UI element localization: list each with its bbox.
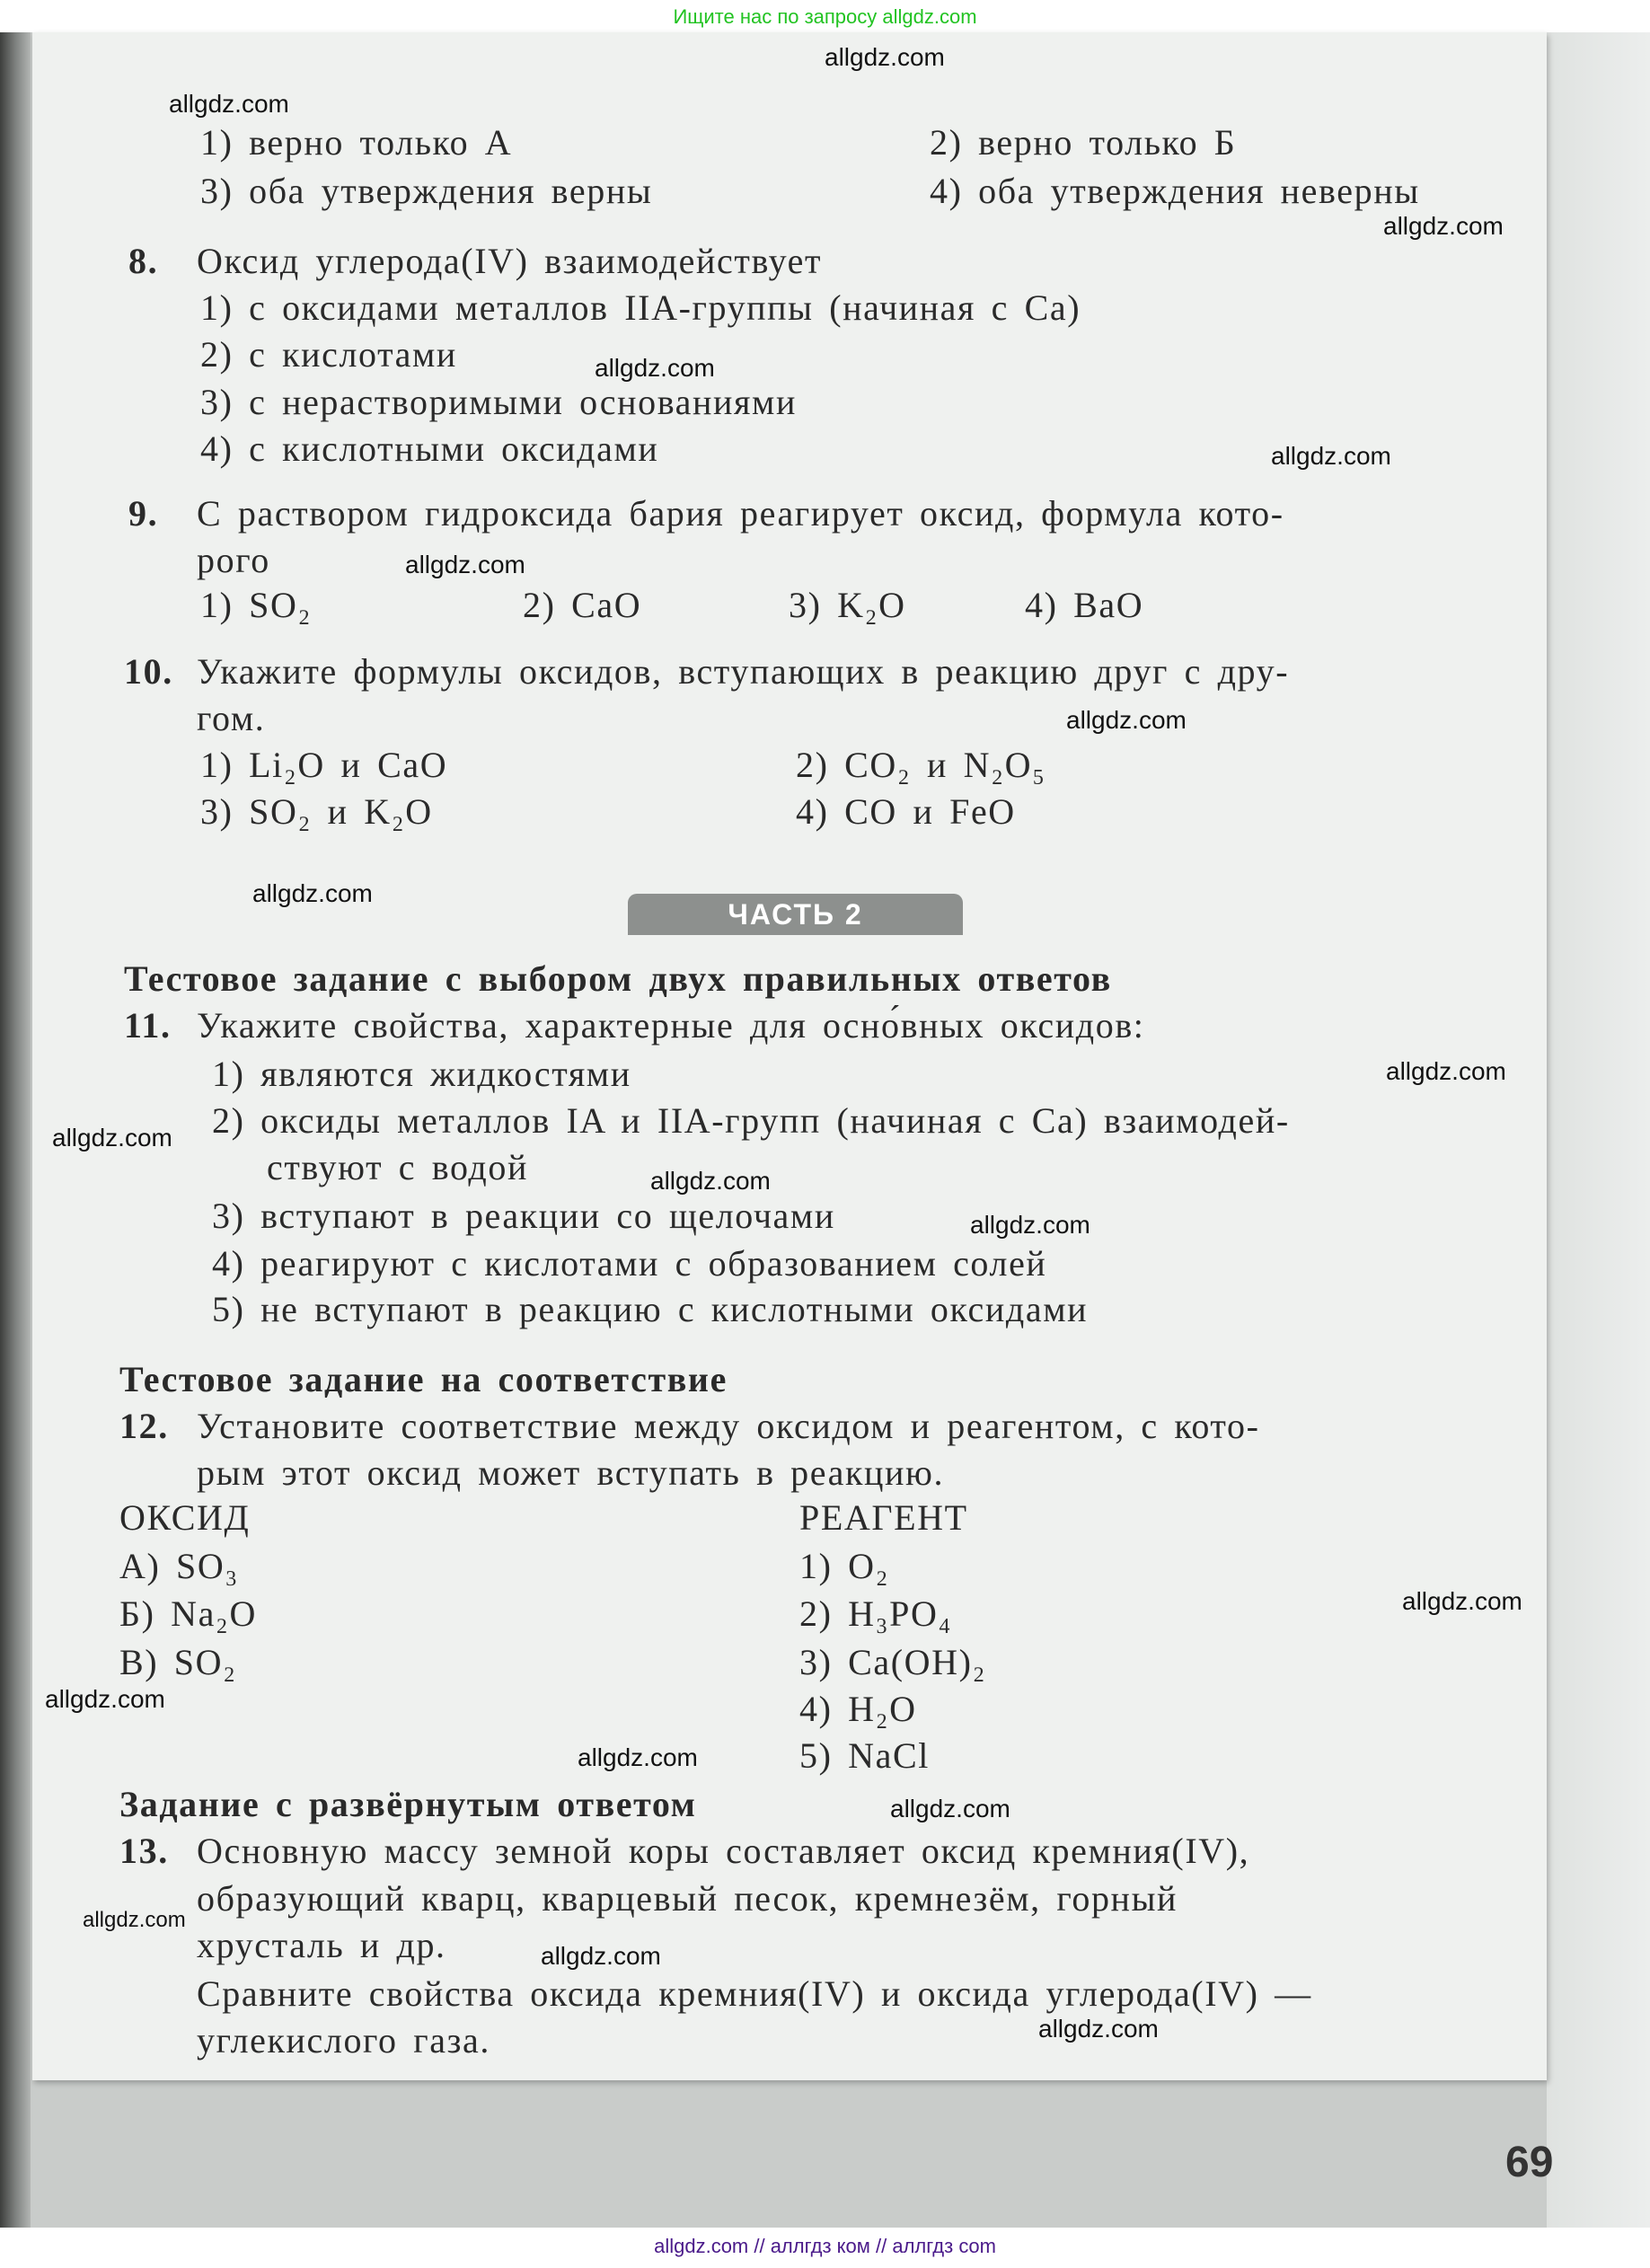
section-heading-matching: Тестовое задание на соответствие: [119, 1359, 728, 1399]
watermark: allgdz.com: [825, 43, 945, 71]
q13-line-5: углекислого газа.: [197, 2020, 490, 2061]
q11-text: Укажите свойства, характерные для осно́вных оксидов:: [197, 1005, 1145, 1046]
reagent-column-header: РЕАГЕНТ: [799, 1497, 968, 1538]
watermark: allgdz.com: [252, 879, 373, 907]
q10-option-4: 4) CO и FeO: [796, 791, 1016, 832]
top-banner: [0, 0, 1650, 32]
watermark: allgdz.com: [1402, 1587, 1522, 1615]
q12-number: 12.: [119, 1406, 169, 1446]
q7-option-1: 1) верно только А: [200, 122, 513, 163]
oxide-b: Б) Na₂O: [119, 1593, 257, 1634]
q11-option-4: 4) реагируют с кислотами с образованием солей: [212, 1243, 1047, 1284]
watermark: allgdz.com: [970, 1211, 1090, 1239]
watermark: allgdz.com: [595, 354, 715, 382]
q10-number: 10.: [124, 651, 173, 692]
watermark: allgdz.com: [52, 1124, 172, 1152]
reagent-5: 5) NaCl: [799, 1735, 930, 1776]
q13-line-1: Основную массу земной коры составляет оксид кремния(IV),: [197, 1831, 1250, 1871]
q8-option-3: 3) с нерастворимыми основаниями: [200, 382, 797, 422]
q11-option-2: 2) оксиды металлов IA и IIA-групп (начиная с Са) взаимодей-: [212, 1100, 1290, 1141]
reagent-4: 4) H₂O: [799, 1689, 917, 1729]
q13-line-2: образующий кварц, кварцевый песок, кремнезём, горный: [197, 1878, 1178, 1919]
q11-number: 11.: [124, 1005, 172, 1046]
oxide-v: В) SO₂: [119, 1642, 237, 1682]
watermark: allgdz.com: [405, 551, 525, 578]
q12-text-line2: рым этот оксид может вступать в реакцию.: [197, 1452, 945, 1493]
oxide-column-header: ОКСИД: [119, 1497, 251, 1538]
q12-text-line1: Установите соответствие между оксидом и реагентом, с кото-: [197, 1406, 1260, 1446]
page-number: 69: [1505, 2139, 1554, 2186]
q8-text: Оксид углерода(IV) взаимодействует: [197, 241, 823, 281]
bottom-banner-text: allgdz.com // аллгдз ком // аллгдз com: [654, 2235, 996, 2257]
watermark: allgdz.com: [890, 1795, 1010, 1822]
q9-text-line1: С раствором гидроксида бария реагирует оксид, формула кото-: [197, 493, 1284, 534]
q11-option-3: 3) вступают в реакции со щелочами: [212, 1196, 835, 1236]
part-2-badge: ЧАСТЬ 2: [628, 894, 963, 935]
bottom-banner: [0, 2228, 1650, 2268]
q10-option-2: 2) CO₂ и N₂O₅: [796, 745, 1046, 785]
q11-option-2-cont: ствуют с водой: [267, 1147, 528, 1187]
q8-option-1: 1) с оксидами металлов IIA-группы (начиная с Са): [200, 287, 1081, 328]
q10-text-line1: Укажите формулы оксидов, вступающих в реакцию друг с дру-: [197, 651, 1290, 692]
reagent-1: 1) O₂: [799, 1546, 890, 1586]
q11-option-5: 5) не вступают в реакцию с кислотными оксидами: [212, 1289, 1089, 1329]
q7-option-4: 4) оба утверждения неверны: [930, 171, 1420, 211]
reagent-3: 3) Ca(OH)₂: [799, 1642, 987, 1682]
right-page-edge: [1547, 32, 1650, 2228]
q10-text-line2: гом.: [197, 698, 266, 738]
watermark: allgdz.com: [169, 90, 289, 118]
q9-option-2: 2) CaO: [523, 585, 642, 625]
oxide-a: А) SO₃: [119, 1546, 239, 1586]
q7-option-3: 3) оба утверждения верны: [200, 171, 653, 211]
q7-option-2: 2) верно только Б: [930, 122, 1237, 163]
q13-line-4: Сравните свойства оксида кремния(IV) и оксида углерода(IV) —: [197, 1973, 1312, 2014]
q9-option-1: 1) SO₂: [200, 585, 312, 625]
watermark: allgdz.com: [83, 1908, 186, 1932]
watermark: allgdz.com: [1066, 706, 1187, 734]
q10-option-3: 3) SO₂ и K₂O: [200, 791, 433, 832]
q9-number: 9.: [128, 493, 159, 534]
watermark: allgdz.com: [1038, 2015, 1159, 2043]
q13-number: 13.: [119, 1831, 169, 1871]
book-spine: [0, 32, 31, 2228]
q8-number: 8.: [128, 241, 159, 281]
q9-text-line2: рого: [197, 540, 270, 580]
watermark: allgdz.com: [578, 1743, 698, 1771]
q13-line-3: хрусталь и др.: [197, 1925, 446, 1965]
section-heading-extended: Задание с развёрнутым ответом: [119, 1784, 697, 1824]
watermark: allgdz.com: [1271, 442, 1391, 470]
watermark: allgdz.com: [541, 1942, 661, 1970]
reagent-2: 2) H₃PO₄: [799, 1593, 953, 1634]
q11-option-1: 1) являются жидкостями: [212, 1054, 631, 1094]
q10-option-1: 1) Li₂O и CaO: [200, 745, 448, 785]
q8-option-2: 2) с кислотами: [200, 334, 457, 375]
q9-option-3: 3) K₂O: [789, 585, 906, 625]
q8-option-4: 4) с кислотными оксидами: [200, 428, 659, 469]
section-heading-two-answers: Тестовое задание с выбором двух правильных ответов: [124, 958, 1112, 999]
watermark: allgdz.com: [1386, 1057, 1506, 1085]
top-banner-text: Ищите нас по запросу allgdz.com: [673, 5, 977, 28]
watermark: allgdz.com: [650, 1167, 771, 1195]
q9-option-4: 4) BaO: [1025, 585, 1144, 625]
watermark: allgdz.com: [45, 1685, 165, 1713]
watermark: allgdz.com: [1383, 212, 1504, 240]
